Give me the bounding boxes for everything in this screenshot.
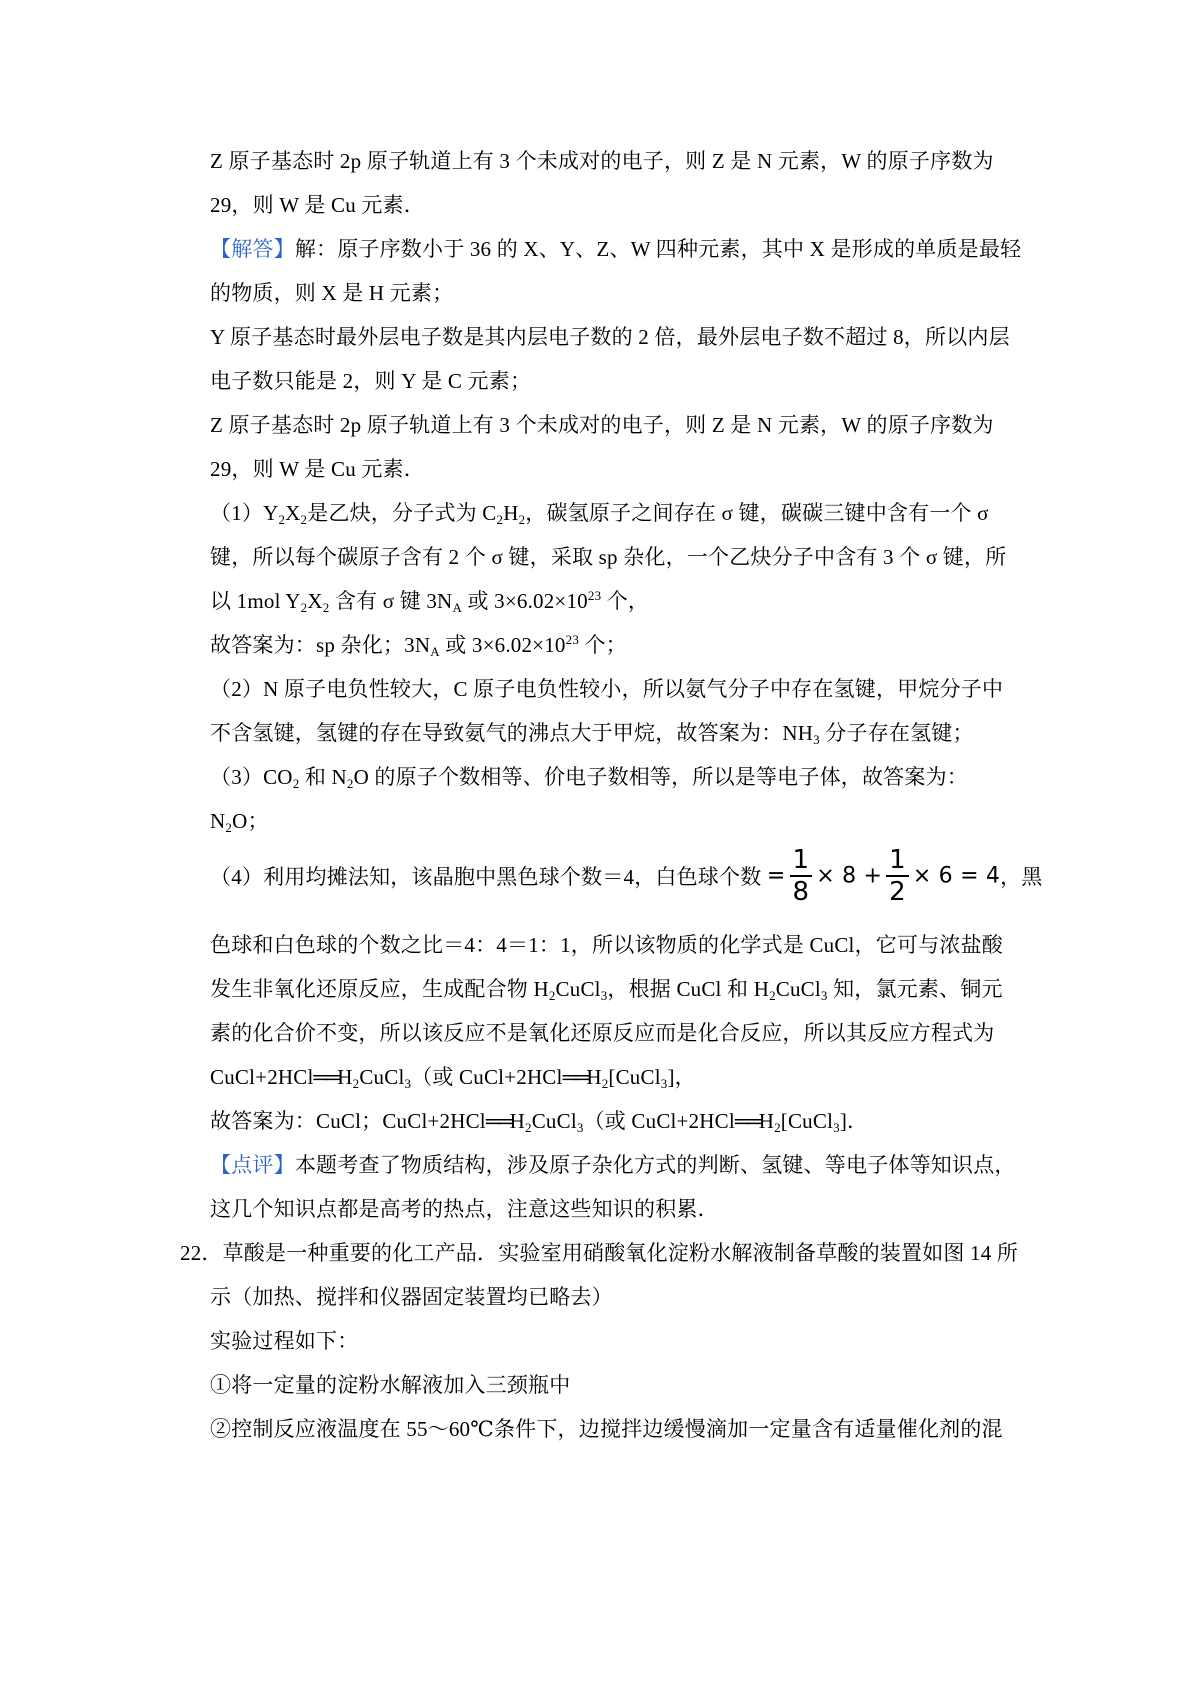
text-line: 发生非氧化还原反应，生成配合物 $H_2CuCl_3$，根据 CuCl 和 $H_2CuCl_3$ 知，氯元素、铜元 bbox=[210, 977, 1003, 1003]
comment-tag: 【点评】 bbox=[210, 1153, 295, 1177]
text-line: 素的化合价不变，所以该反应不是氧化还原反应而是化合反应，所以其反应方程式为 bbox=[210, 1021, 995, 1045]
question-22-stem: 22．草酸是一种重要的化工产品．实验室用硝酸氧化淀粉水解液制备草酸的装置如图 14 所 bbox=[180, 1241, 1019, 1265]
formula-line: （4）利用均摊法知，该晶胞中黑色球个数＝4，白色球个数 = $\frac{1}{8}$ × 8 + $\frac{1}{2}$ × 6 = 4，黑 bbox=[210, 845, 1043, 907]
text-line: 色球和白色球的个数之比＝4：4＝1：1，所以该物质的化学式是 CuCl，它可与浓盐酸 bbox=[210, 933, 1003, 957]
fraction: $\frac{1}{8}$ bbox=[790, 845, 813, 907]
text-line: 这几个知识点都是高考的热点，注意这些知识的积累． bbox=[210, 1197, 719, 1221]
text-line: 故答案为：sp 杂化；$3N_A$ 或 $3\times 6.02\times 10^{23}$ 个； bbox=[210, 632, 627, 659]
text-line: 实验过程如下： bbox=[210, 1329, 359, 1353]
step-line: ②控制反应液温度在 55～60℃条件下，边搅拌边缓慢滴加一定量含有适量催化剂的混 bbox=[210, 1417, 1003, 1441]
text-line: 以 1mol $Y_2X_2$ 含有 σ 键 $3N_A$ 或 $3\times 6.02\times 10^{23}$ 个， bbox=[210, 588, 650, 615]
text-line: 29，则 W 是 Cu 元素． bbox=[210, 193, 425, 217]
text-line: 的物质，则 X 是 H 元素； bbox=[210, 281, 454, 305]
text-line: $N_2O$； bbox=[210, 809, 269, 835]
fraction: $\frac{1}{2}$ bbox=[886, 845, 909, 907]
text-line: 示（加热、搅拌和仪器固定装置均已略去） bbox=[210, 1285, 613, 1309]
comment-line: 【点评】本题考查了物质结构，涉及原子杂化方式的判断、氢键、等电子体等知识点， bbox=[210, 1153, 1016, 1177]
text-line: $(3)CO_2$ 和 $N_2O$ 的原子个数相等、价电子数相等，所以是等电子体，故答案为： bbox=[210, 765, 968, 791]
text-line: 不含氢键，氢键的存在导致氨气的沸点大于甲烷，故答案为：$NH_3$ 分子存在氢键； bbox=[210, 721, 974, 747]
text-line: （2）N 原子电负性较大，C 原子电负性较小，所以氨气分子中存在氢键，甲烷分子中 bbox=[210, 677, 1004, 701]
text-line: Z 原子基态时 2p 原子轨道上有 3 个未成对的电子，则 Z 是 N 元素，W 的原子序数为 bbox=[210, 149, 994, 173]
text-line: Y 原子基态时最外层电子数是其内层电子数的 2 倍，最外层电子数不超过 8，所以内层 bbox=[210, 325, 1010, 349]
text-line: 电子数只能是 2，则 Y 是 C 元素； bbox=[210, 369, 532, 393]
equation-line: $CuCl+2HCl══H_2CuCl_3$（或 $CuCl+2HCl══H_2[CuCl_3]$， bbox=[210, 1065, 696, 1091]
step-line: ①将一定量的淀粉水解液加入三颈瓶中 bbox=[210, 1373, 571, 1397]
text-line: 29，则 W 是 Cu 元素． bbox=[210, 457, 425, 481]
answer-summary-line: 故答案为：CuCl；$CuCl+2HCl══H_2CuCl_3$（或 $CuCl+2HCl══H_2[CuCl_3]$． bbox=[210, 1109, 869, 1135]
text-line: $(1)Y_2X_2$是乙炔，分子式为 $C_2H_2$，碳氢原子之间存在 σ 键，碳碳三键中含有一个 σ bbox=[210, 501, 989, 527]
text-line: 键，所以每个碳原子含有 2 个 σ 键，采取 sp 杂化，一个乙炔分子中含有 3 个 σ 键，所 bbox=[210, 545, 1007, 569]
answer-line: 【解答】解：原子序数小于 36 的 X、Y、Z、W 四种元素，其中 X 是形成的单质是最轻 bbox=[210, 237, 1022, 261]
text-line: Z 原子基态时 2p 原子轨道上有 3 个未成对的电子，则 Z 是 N 元素，W 的原子序数为 bbox=[210, 413, 994, 437]
answer-tag: 【解答】 bbox=[210, 237, 295, 261]
